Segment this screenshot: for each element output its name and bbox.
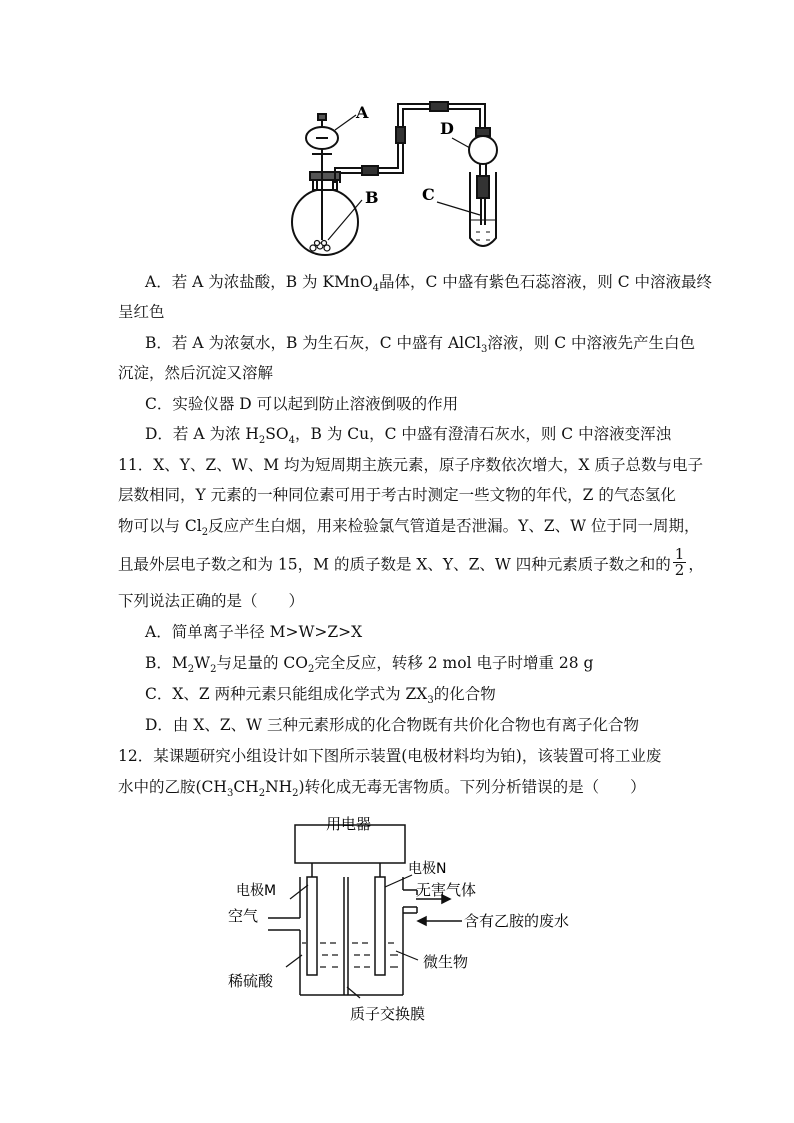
acid-label: 稀硫酸 [228,972,274,990]
test-tube [470,172,496,246]
solid-b [310,241,330,252]
q11-stem-line4: 且最外层电子数之和为 15，M 的质子数是 X、Y、Z、W 四种元素质子数之和的 $\frac{1}{2}$ ， [118,545,704,579]
label-d: D [440,119,454,138]
external-circuit [295,825,405,879]
q11-option-c: C．X、Z 两种元素只能组成化学式为 $ZX_3$的化合物 [145,685,496,707]
electrode-n-label: 电极N [408,861,447,877]
electrode-n [375,877,385,975]
harmless-gas-label: 无害气体 [416,881,477,899]
device-label: 用电器 [326,815,372,833]
air-inlet [268,918,300,930]
membrane-label: 质子交换膜 [350,1005,426,1023]
label-b: B [365,188,379,207]
outlet-pipes [403,890,417,913]
q10-option-c: C．实验仪器 D 可以起到防止溶液倒吸的作用 [145,395,459,413]
fuel-cell-figure [220,815,570,1030]
q10-option-a-line2: 呈红色 [118,303,165,321]
q12-stem-line1: 12．某课题研究小组设计如下图所示装置(电极材料均为铂)，该装置可将工业废 [118,747,662,765]
label-c: C [422,185,435,204]
apparatus-figure [280,90,520,260]
electrode-m [307,877,317,975]
electrodes [307,877,385,975]
q11-option-b: B．$M_2W_2$与足量的 $CO_2$完全反应，转移 2 mol 电子时增重 28 g [145,654,594,676]
q11-stem-line1: 11．X、Y、Z、W、M 均为短周期主族元素，原子序数依次增大，X 质子总数与电子 [118,456,703,474]
q11-stem-line2: 层数相同，Y 元素的一种同位素可用于考古时测定一些文物的年代，Z 的气态氢化 [118,486,676,504]
q11-option-d: D．由 X、Z、W 三种元素形成的化合物既有共价化合物也有离子化合物 [145,716,640,734]
label-a: A [356,103,369,122]
q11-stem-line3: 物可以与 $Cl_2$反应产生白烟，用来检验氯气管道是否泄漏。Y、Z、W 位于同一周期， [118,517,700,539]
air-label: 空气 [228,907,259,925]
wastewater-label: 含有乙胺的废水 [464,912,570,930]
q10-option-a-line1: A．若 A 为浓盐酸，B 为 KMnO$_4$晶体，C 中盛有紫色石蕊溶液，则 C 中溶液最终 [145,273,713,295]
microbe-label: 微生物 [423,953,469,971]
fraction-one-half: $\frac{1}{2}$ [674,545,685,579]
electrode-m-label: 电极M [236,883,277,899]
anti-suckback-bulb [469,128,497,182]
q10-option-d: D．若 A 为浓 $H_2SO_4$，B 为 Cu，C 中盛有澄清石灰水，则 C 中溶液变浑浊 [145,425,672,447]
q12-stem-line2: 水中的乙胺$(CH_3CH_2NH_2)$转化成无毒无害物质。下列分析错误的是（ ） [118,778,646,800]
q11-option-a: A．简单离子半径 M>W>Z>X [145,623,363,641]
q10-option-b-line1: B．若 A 为浓氨水，B 为生石灰，C 中盛有 AlCl$_3$溶液，则 C 中溶液先产生白色 [145,334,696,356]
q10-option-b-line2: 沉淀，然后沉淀又溶解 [118,364,274,382]
q11-stem-line5: 下列说法正确的是（ ） [118,592,305,610]
